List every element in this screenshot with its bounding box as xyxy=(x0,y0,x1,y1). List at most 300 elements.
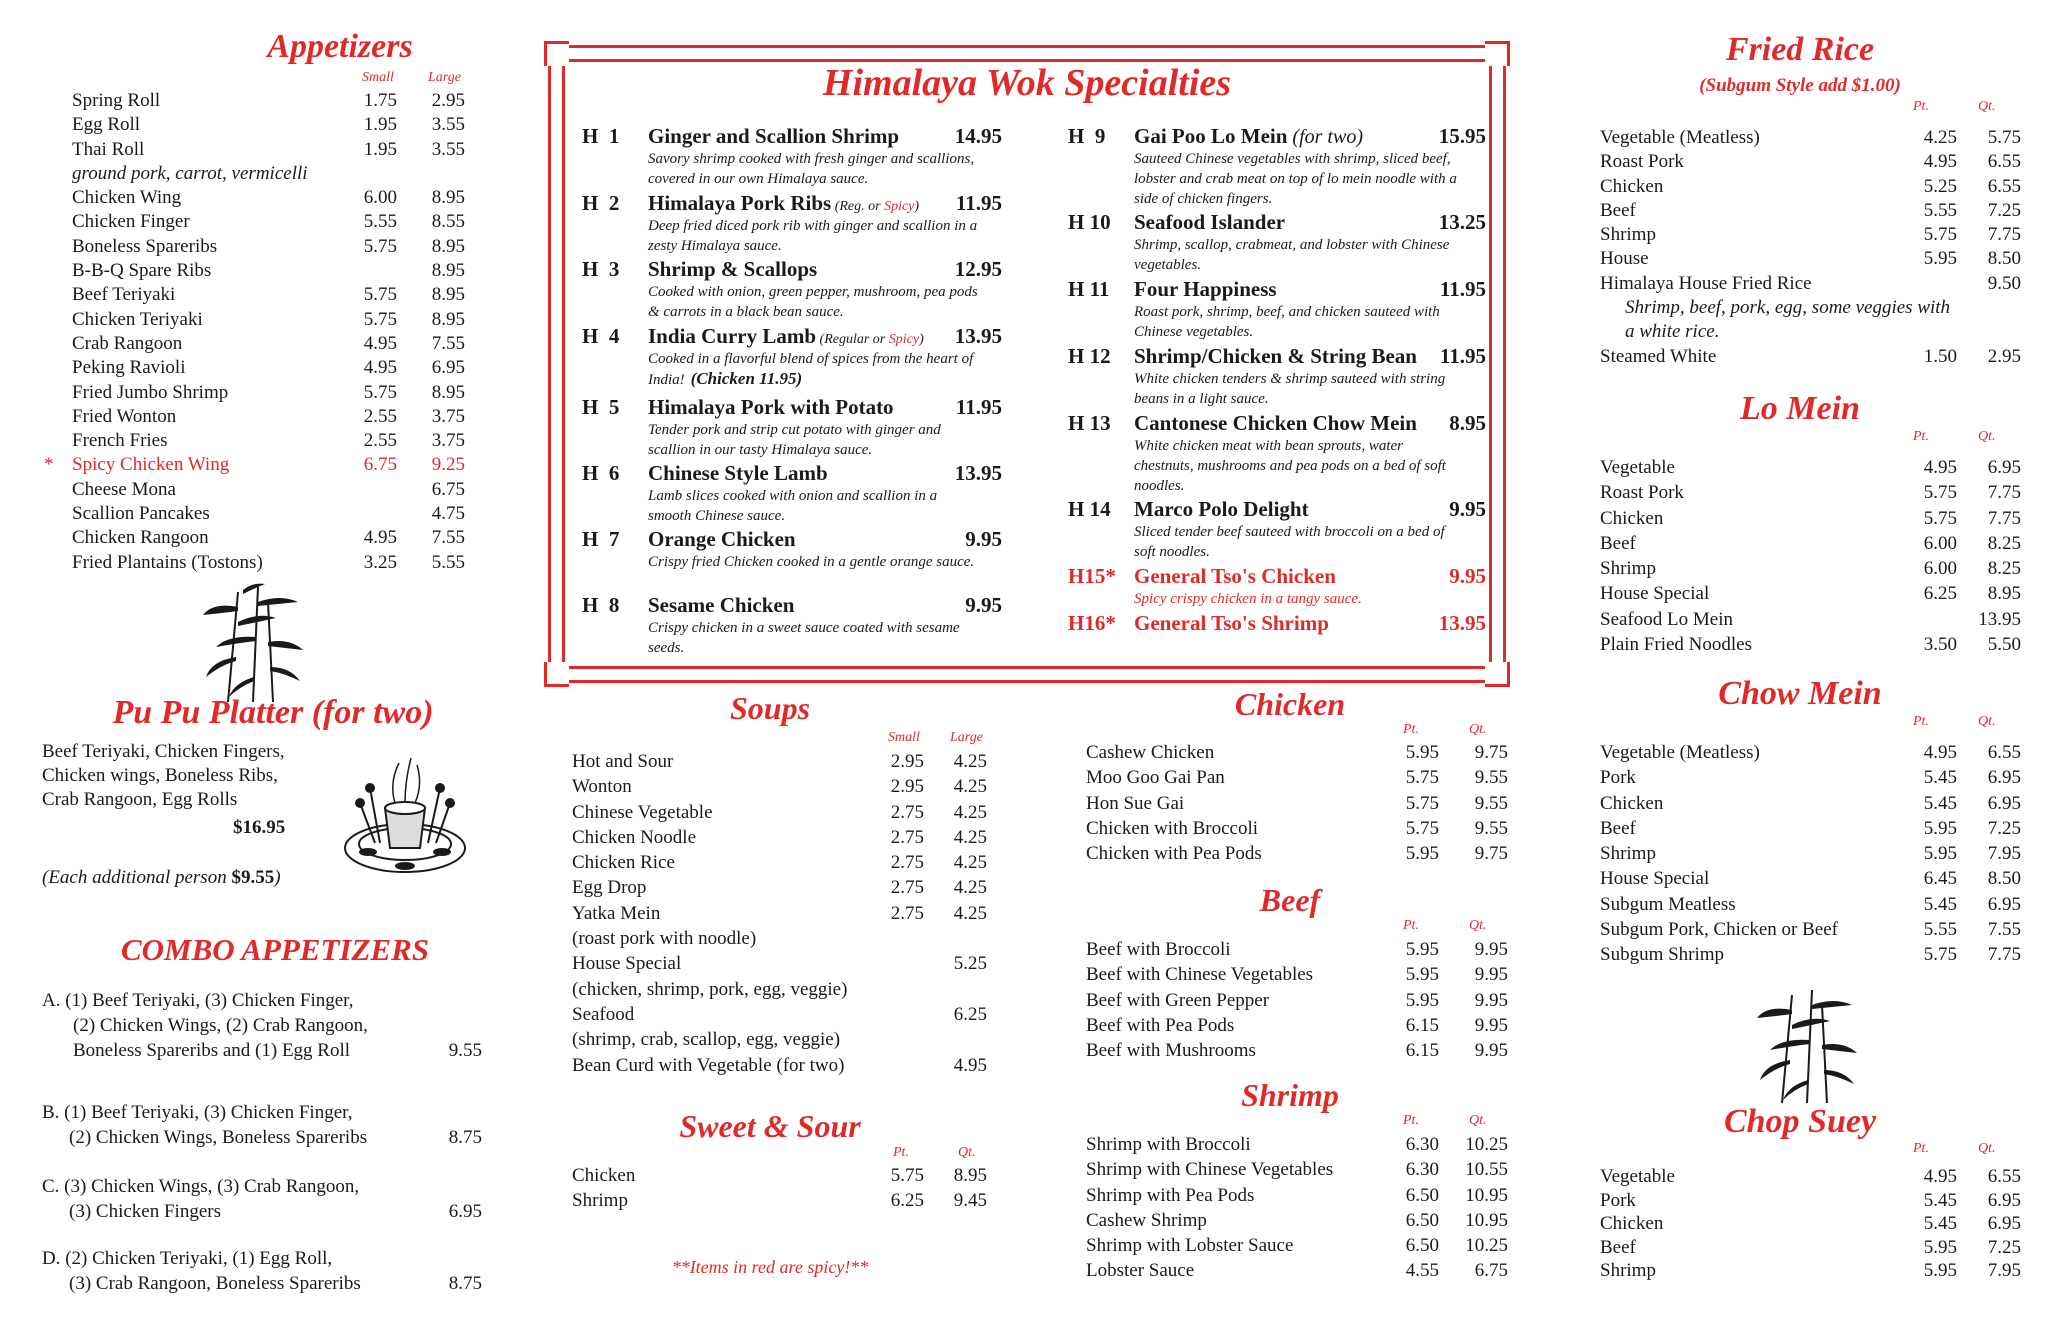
sweet-sour-qt-header: Qt. xyxy=(958,1145,976,1160)
price-qt: 9.45 xyxy=(953,1190,987,1212)
price-qt: 6.75 xyxy=(1474,1260,1508,1282)
item-name: Shrimp xyxy=(1600,1260,1656,1281)
price-large: 9.25 xyxy=(431,454,465,476)
price-qt: 8.25 xyxy=(1987,532,2021,554)
list-item xyxy=(0,892,2040,917)
specialty-code: H16* xyxy=(1068,611,1116,635)
price-large: 4.25 xyxy=(953,852,987,874)
specialty-name xyxy=(648,395,894,420)
item-name: Beef with Mushrooms xyxy=(1086,1040,1256,1062)
soups-large-header: Large xyxy=(950,730,983,745)
list-item xyxy=(0,1259,2040,1283)
price-qt: 6.95 xyxy=(1987,893,2021,915)
soups-title: Soups xyxy=(729,690,811,726)
item-name: Beef Teriyaki xyxy=(72,284,176,306)
price-qt: 6.55 xyxy=(1987,742,2021,763)
beef-pt-header: Pt. xyxy=(1403,918,1419,933)
specialty-name xyxy=(1134,411,1417,436)
specialty-description-text: Cooked in a flavorful blend of spices from the heart of India! xyxy=(648,351,974,388)
appetizers-title: Appetizers xyxy=(267,28,413,65)
item-name: Spicy Chicken Wing xyxy=(72,454,230,476)
list-item xyxy=(0,1013,1520,1038)
list-item xyxy=(0,791,2040,816)
chicken-title: Chicken xyxy=(1234,686,1346,722)
price-pt: 5.75 xyxy=(1923,224,1957,246)
specialty-description-text: White chicken tenders & shrimp sauteed with string beans in a light sauce. xyxy=(1134,371,1446,407)
price-qt: 10.25 xyxy=(1465,1235,1508,1257)
price-pt: 5.55 xyxy=(1923,199,1957,221)
price-large: 3.75 xyxy=(431,430,465,452)
price-large: 8.95 xyxy=(431,235,465,257)
item-name: Crab Rangoon xyxy=(72,332,183,354)
item-name: Steamed White xyxy=(1600,345,1717,367)
price-large: 4.25 xyxy=(953,751,987,772)
item-name: (chicken, shrimp, pork, egg, veggie) xyxy=(572,978,848,1000)
item-name: Wonton xyxy=(572,776,632,798)
specialty-code: H 13 xyxy=(1068,411,1111,435)
price-qt: 6.55 xyxy=(1987,175,2021,197)
combo-line: (3) Chicken Fingers xyxy=(69,1201,221,1222)
list-item xyxy=(0,841,2040,866)
specialty-extra: (Chicken 11.95) xyxy=(690,369,803,388)
combo-line: Boneless Spareribs and (1) Egg Roll xyxy=(73,1040,351,1061)
item-name: Cheese Mona xyxy=(72,478,176,500)
price-pt: 6.30 xyxy=(1405,1134,1439,1155)
item-name: Hot and Sour xyxy=(572,751,674,772)
price-pt: 6.50 xyxy=(1405,1209,1439,1231)
price-large: 8.95 xyxy=(431,381,465,403)
price-small: 3.25 xyxy=(363,551,397,573)
price-pt: 6.15 xyxy=(1405,1040,1439,1062)
item-name: Roast Pork xyxy=(1600,151,1684,173)
item-name: Chicken Rice xyxy=(572,852,675,874)
price-small: 5.75 xyxy=(363,381,397,403)
specialty-description-text: Sauteed Chinese vegetables with shrimp, sliced beef, lobster and crab meat on top of lo mein noodle with a side of chicken fingers. xyxy=(1134,151,1457,207)
price-large: 3.55 xyxy=(431,114,465,136)
list-item xyxy=(0,765,2040,790)
list-item xyxy=(0,1189,2040,1213)
price-pt: 4.95 xyxy=(1923,457,1957,478)
item-name: Beef xyxy=(1600,532,1636,554)
item-name: (roast pork with noodle) xyxy=(572,928,757,950)
price-pt: 5.45 xyxy=(1923,792,1957,814)
price-pt: 6.30 xyxy=(1405,1159,1439,1181)
price-large: 4.95 xyxy=(953,1054,987,1076)
price-large: 4.25 xyxy=(953,801,987,823)
price-small: 2.55 xyxy=(363,405,397,427)
item-name: Spring Roll xyxy=(72,90,161,111)
specialty-spicy-note: Spicy xyxy=(884,199,915,214)
specialty-name-text: India Curry Lamb xyxy=(648,324,817,348)
price-small: 2.75 xyxy=(890,826,924,848)
price-pt: 6.25 xyxy=(1923,583,1957,605)
specialty-code: H 9 xyxy=(1068,124,1106,148)
item-name: Shrimp with Chinese Vegetables xyxy=(1086,1159,1334,1181)
price-small: 2.75 xyxy=(890,902,924,924)
specialty-code: H 2 xyxy=(582,191,620,215)
item-name: Chicken with Broccoli xyxy=(1086,817,1259,839)
item-name: Beef xyxy=(1600,1236,1636,1258)
item-name: Himalaya House Fried Rice xyxy=(1600,272,1812,294)
specialty-price: 13.95 xyxy=(954,461,1002,485)
item-name: Cashew Shrimp xyxy=(1086,1209,1207,1231)
list-item xyxy=(0,740,2040,765)
specialty-code: H15* xyxy=(1068,564,1116,588)
price-small: 2.95 xyxy=(890,751,924,772)
price-pt: 5.45 xyxy=(1923,767,1957,789)
item-name: Shrimp xyxy=(1600,224,1656,246)
spicy-footnote: **Items in red are spicy!** xyxy=(671,1257,869,1277)
specialty-name-text: Orange Chicken xyxy=(648,527,796,551)
item-name: Vegetable xyxy=(1600,1166,1675,1187)
specialty-description-text: Crispy fried Chicken cooked in a gentle orange sauce. xyxy=(648,554,975,570)
price-qt: 9.55 xyxy=(1474,792,1508,814)
item-name: Vegetable (Meatless) xyxy=(1600,742,1760,763)
chop-suey-qt-header: Qt. xyxy=(1978,1141,1996,1156)
price-pt: 5.95 xyxy=(1923,1236,1957,1258)
item-name: House Special xyxy=(572,953,682,975)
price-pt: 5.75 xyxy=(890,1165,924,1186)
list-item xyxy=(0,1165,2040,1189)
specialty-code: H 10 xyxy=(1068,210,1111,234)
price-small: 2.95 xyxy=(890,776,924,798)
pupu-line: Chicken wings, Boneless Ribs, xyxy=(42,765,278,786)
price-small: 5.75 xyxy=(363,235,397,257)
price-small: 2.75 xyxy=(890,801,924,823)
price-qt: 7.75 xyxy=(1987,507,2021,529)
item-name: Thai Roll xyxy=(72,138,145,160)
price-qt: 8.95 xyxy=(953,1165,987,1186)
specialty-price: 11.95 xyxy=(955,191,1002,215)
list-item xyxy=(0,988,1520,1013)
item-name: Moo Goo Gai Pan xyxy=(1086,767,1225,789)
price-pt: 5.75 xyxy=(1405,767,1439,789)
list-item xyxy=(0,866,2040,891)
price-pt: 5.95 xyxy=(1405,989,1439,1011)
pupu-line: Crab Rangoon, Egg Rolls xyxy=(42,789,238,810)
item-name: Beef with Green Pepper xyxy=(1086,989,1270,1011)
price-qt: 6.95 xyxy=(1987,1213,2021,1234)
fried-rice-qt-header: Qt. xyxy=(1978,99,1996,114)
specialty-price: 9.95 xyxy=(1449,564,1486,588)
lo-mein-list xyxy=(0,455,2040,657)
fried-rice-title: Fried Rice xyxy=(1725,31,1875,68)
item-name: B-B-Q Spare Ribs xyxy=(72,260,212,282)
specialty-spicy-note: Spicy xyxy=(888,332,920,347)
list-item xyxy=(0,272,2040,296)
price-qt: 9.95 xyxy=(1474,964,1508,986)
price-qt: 7.95 xyxy=(1987,843,2021,865)
item-name: Yatka Mein xyxy=(572,902,661,924)
specialty-name-text: Himalaya Pork Ribs xyxy=(648,191,832,215)
specialty-description xyxy=(648,420,978,460)
price-qt: 6.95 xyxy=(1987,767,2021,789)
item-name: Bean Curd with Vegetable (for two) xyxy=(572,1054,845,1076)
shrimp-qt-header: Qt. xyxy=(1469,1113,1487,1128)
pupu-additional-prefix: (Each additional person xyxy=(42,867,232,888)
specialty-code: H 7 xyxy=(582,527,620,551)
item-name: Lobster Sauce xyxy=(1086,1260,1195,1282)
list-item xyxy=(0,942,2040,967)
specialty-code: H 5 xyxy=(582,395,620,419)
price-large: 6.75 xyxy=(431,478,465,500)
price-qt: 9.50 xyxy=(1987,272,2021,294)
pupu-additional-price: $9.55 xyxy=(231,867,275,888)
specialty-description-text: Cooked with onion, green pepper, mushroom, pea pods & carrots in a black bean sauce. xyxy=(648,284,978,320)
combo-line: B. (1) Beef Teriyaki, (3) Chicken Finger, xyxy=(42,1102,353,1123)
list-item xyxy=(0,506,2040,531)
appetizers-small-header: Small xyxy=(362,70,394,85)
price-qt: 6.95 xyxy=(1987,792,2021,814)
list-item xyxy=(0,345,2040,369)
price-pt: 5.45 xyxy=(1923,1213,1957,1234)
specialty-price: 13.25 xyxy=(1438,210,1486,234)
list-item xyxy=(0,89,520,113)
specialty-code: H 3 xyxy=(582,257,620,281)
item-name: Chicken xyxy=(572,1165,636,1186)
price-qt: 10.95 xyxy=(1465,1184,1508,1206)
price-pt: 4.55 xyxy=(1405,1260,1439,1282)
list-item xyxy=(0,556,2040,581)
item-name: Roast Pork xyxy=(1600,482,1684,504)
price-pt: 5.55 xyxy=(1923,919,1957,941)
price-large: 2.95 xyxy=(431,90,465,111)
list-item xyxy=(0,531,2040,556)
item-name: Beef xyxy=(1600,817,1636,839)
price-pt: 5.75 xyxy=(1405,817,1439,839)
price-pt: 6.50 xyxy=(1405,1235,1439,1257)
specialty-price: 11.95 xyxy=(1439,277,1486,301)
list-item xyxy=(0,1236,2040,1260)
lo-mein-title: Lo Mein xyxy=(1740,390,1860,427)
fried-rice-subtitle: (Subgum Style add $1.00) xyxy=(1699,75,1901,96)
price-pt: 5.95 xyxy=(1405,742,1439,763)
price-qt: 8.50 xyxy=(1987,248,2021,270)
specialty-code: H 4 xyxy=(582,324,620,348)
item-name: Fried Plantains (Tostons) xyxy=(72,551,263,573)
price-pt: 5.95 xyxy=(1923,817,1957,839)
price-small: 5.75 xyxy=(363,308,397,330)
specialty-price: 8.95 xyxy=(1449,411,1486,435)
combo-line: D. (2) Chicken Teriyaki, (1) Egg Roll, xyxy=(42,1248,333,1269)
specialty-name-text: Shrimp/Chicken & String Bean xyxy=(1134,344,1417,368)
list-item xyxy=(0,126,2040,150)
specialty-price: 14.95 xyxy=(954,124,1002,148)
specialty-name-text: Marco Polo Delight xyxy=(1134,497,1309,521)
item-name: House Special xyxy=(1600,868,1710,890)
price-qt: 7.95 xyxy=(1987,1260,2021,1281)
price-qt: 9.55 xyxy=(1474,767,1508,789)
item-name: Subgum Shrimp xyxy=(1600,944,1725,966)
list-item xyxy=(0,381,520,405)
shrimp-pt-header: Pt. xyxy=(1403,1113,1419,1128)
spicy-marker: * xyxy=(44,454,54,476)
price-large: 4.25 xyxy=(953,776,987,798)
chow-mein-list xyxy=(0,740,2040,968)
item-name: Boneless Spareribs xyxy=(72,235,218,257)
price-small: 1.75 xyxy=(363,90,397,111)
price-pt: 5.95 xyxy=(1405,843,1439,865)
price-pt: 5.25 xyxy=(1923,175,1957,197)
corner-ornament xyxy=(544,662,569,687)
specialty-name-text: Shrimp & Scallops xyxy=(648,257,818,281)
price-qt: 7.25 xyxy=(1987,199,2021,221)
lo-mein-pt-header: Pt. xyxy=(1913,429,1929,444)
list-item xyxy=(0,581,2040,606)
chow-mein-pt-header: Pt. xyxy=(1913,714,1929,729)
list-item xyxy=(0,1038,1520,1063)
price-large: 7.55 xyxy=(431,527,465,549)
price-large: 6.95 xyxy=(431,357,465,379)
list-item xyxy=(0,320,2040,344)
item-name: Beef xyxy=(1600,199,1636,221)
price-qt: 6.55 xyxy=(1987,151,2021,173)
specialty-price: 11.95 xyxy=(1439,344,1486,368)
specialty-name-text: Gai Poo Lo Mein xyxy=(1134,124,1288,148)
specialty-description-text: Roast pork, shrimp, beef, and chicken sauteed with Chinese vegetables. xyxy=(1134,304,1440,340)
item-name: Shrimp with Lobster Sauce xyxy=(1086,1235,1294,1257)
price-qt: 8.50 xyxy=(1987,868,2021,890)
specialty-description xyxy=(1134,369,1464,409)
item-name: House Special xyxy=(1600,583,1710,605)
lo-mein-qt-header: Qt. xyxy=(1978,429,1996,444)
specialty-description-text: Spicy crispy chicken in a tangy sauce. xyxy=(1134,591,1362,607)
specialty-description-text: Savory shrimp cooked with fresh ginger and scallions, covered in our own Himalaya sauce. xyxy=(648,151,975,187)
specialty-name-note: (Regular or xyxy=(816,332,889,347)
price-small: 4.95 xyxy=(363,332,397,354)
specialty-code: H 8 xyxy=(582,593,620,617)
list-item xyxy=(0,223,2040,247)
price-large: 4.75 xyxy=(431,503,465,525)
specialty-description-text: Crispy chicken in a sweet sauce coated with sesame seeds. xyxy=(648,620,960,656)
item-name: Shrimp xyxy=(1600,558,1656,580)
pupu-additional-suffix: ) xyxy=(274,867,281,888)
list-item xyxy=(0,1212,2040,1236)
price-qt: 7.25 xyxy=(1987,1236,2021,1258)
price-pt: 6.00 xyxy=(1923,532,1957,554)
list-item xyxy=(0,632,2040,657)
combo-price: 8.75 xyxy=(448,1273,482,1294)
appetizers-large-header: Large xyxy=(428,70,461,85)
item-name: Beef with Chinese Vegetables xyxy=(1086,964,1314,986)
list-item xyxy=(0,480,2040,505)
specialty-name-text: General Tso's Chicken xyxy=(1134,564,1336,588)
item-name: Beef with Broccoli xyxy=(1086,939,1231,960)
item-name: Egg Drop xyxy=(572,877,647,899)
price-pt: 5.95 xyxy=(1923,248,1957,270)
price-pt: 5.75 xyxy=(1405,792,1439,814)
specialty-description-text: White chicken meat with bean sprouts, water chestnuts, mushrooms and pea pods on a bed of soft noodles. xyxy=(1134,438,1446,494)
specialty-code: H 11 xyxy=(1068,277,1110,301)
list-item xyxy=(0,816,2040,841)
combo-line: C. (3) Chicken Wings, (3) Crab Rangoon, xyxy=(42,1176,360,1197)
item-name: Chicken Teriyaki xyxy=(72,308,203,330)
price-pt: 5.75 xyxy=(1923,944,1957,966)
chicken-pt-header: Pt. xyxy=(1403,722,1419,737)
price-qt: 13.95 xyxy=(1978,608,2021,630)
item-name: Pork xyxy=(1600,767,1636,789)
item-name: Chicken Finger xyxy=(72,211,190,233)
price-large: 8.95 xyxy=(431,187,465,209)
item-name: Beef with Pea Pods xyxy=(1086,1014,1235,1036)
price-pt: 4.95 xyxy=(1923,151,1957,173)
price-pt: 5.95 xyxy=(1923,1260,1957,1281)
list-item xyxy=(0,296,2040,320)
combo-line: (2) Chicken Wings, Boneless Spareribs xyxy=(69,1127,368,1148)
price-qt: 9.75 xyxy=(1474,742,1508,763)
price-small: 4.95 xyxy=(363,527,397,549)
price-large: 8.95 xyxy=(431,308,465,330)
item-name: Chicken Noodle xyxy=(572,826,697,848)
price-large: 3.75 xyxy=(431,405,465,427)
pupu-title: Pu Pu Platter (for two) xyxy=(112,694,434,731)
price-pt: 3.50 xyxy=(1923,634,1957,656)
item-name: Chicken Wing xyxy=(72,187,182,209)
specialty-name-note: (Reg. or xyxy=(831,199,885,214)
price-small: 2.75 xyxy=(890,877,924,899)
chow-mein-title: Chow Mein xyxy=(1718,675,1882,712)
list-item xyxy=(0,429,520,453)
price-qt: 9.55 xyxy=(1474,817,1508,839)
specialty-code: H 12 xyxy=(1068,344,1111,368)
price-pt: 5.75 xyxy=(1923,507,1957,529)
list-item xyxy=(0,199,2040,223)
combo-line: (2) Chicken Wings, (2) Crab Rangoon, xyxy=(73,1015,368,1036)
specialty-price: 15.95 xyxy=(1438,124,1486,148)
item-name: Chicken with Pea Pods xyxy=(1086,843,1262,865)
item-name: Chinese Vegetable xyxy=(572,801,713,823)
price-large: 3.55 xyxy=(431,138,465,160)
combo-title: COMBO APPETIZERS xyxy=(120,932,430,967)
shrimp-title: Shrimp xyxy=(1241,1077,1339,1113)
pupu-price: $16.95 xyxy=(233,817,286,838)
pupu-line: Beef Teriyaki, Chicken Fingers, xyxy=(42,741,285,762)
list-item xyxy=(0,917,2040,942)
item-name: Shrimp, beef, pork, egg, some veggies with xyxy=(1625,297,1951,319)
specialty-price: 9.95 xyxy=(965,593,1002,617)
specialty-code: H 6 xyxy=(582,461,620,485)
item-name: Plain Fried Noodles xyxy=(1600,634,1752,656)
item-name: Subgum Meatless xyxy=(1600,893,1736,915)
item-name: Vegetable xyxy=(1600,457,1675,478)
bamboo-illustration-icon xyxy=(1752,985,1862,1105)
price-pt: 5.95 xyxy=(1405,939,1439,960)
chop-suey-pt-header: Pt. xyxy=(1913,1141,1929,1156)
item-name: a white rice. xyxy=(1625,321,1720,343)
specialty-price: 13.95 xyxy=(1438,611,1486,635)
price-qt: 10.25 xyxy=(1465,1134,1508,1155)
corner-ornament xyxy=(1485,662,1510,687)
item-name: Chicken xyxy=(1600,1213,1664,1234)
item-name: Shrimp xyxy=(572,1190,628,1212)
item-name: Vegetable (Meatless) xyxy=(1600,127,1760,148)
price-pt: 5.95 xyxy=(1923,843,1957,865)
chicken-qt-header: Qt. xyxy=(1469,722,1487,737)
combo-price: 9.55 xyxy=(448,1040,482,1061)
chop-suey-title: Chop Suey xyxy=(1723,1103,1877,1140)
combo-line: A. (1) Beef Teriyaki, (3) Chicken Finger, xyxy=(42,990,354,1011)
specialty-code: H 1 xyxy=(582,124,620,148)
specialty-name-note-end: ) xyxy=(919,332,924,347)
specialty-name-text: Four Happiness xyxy=(1134,277,1277,301)
specialty-description-text: Tender pork and strip cut potato with ginger and scallion in our tasty Himalaya sauce. xyxy=(648,422,941,458)
price-pt: 6.15 xyxy=(1405,1014,1439,1036)
price-large: 8.55 xyxy=(431,211,465,233)
price-large: 5.25 xyxy=(953,953,987,975)
list-item xyxy=(0,150,2040,174)
price-small: 4.95 xyxy=(363,357,397,379)
price-qt: 9.95 xyxy=(1474,1014,1508,1036)
